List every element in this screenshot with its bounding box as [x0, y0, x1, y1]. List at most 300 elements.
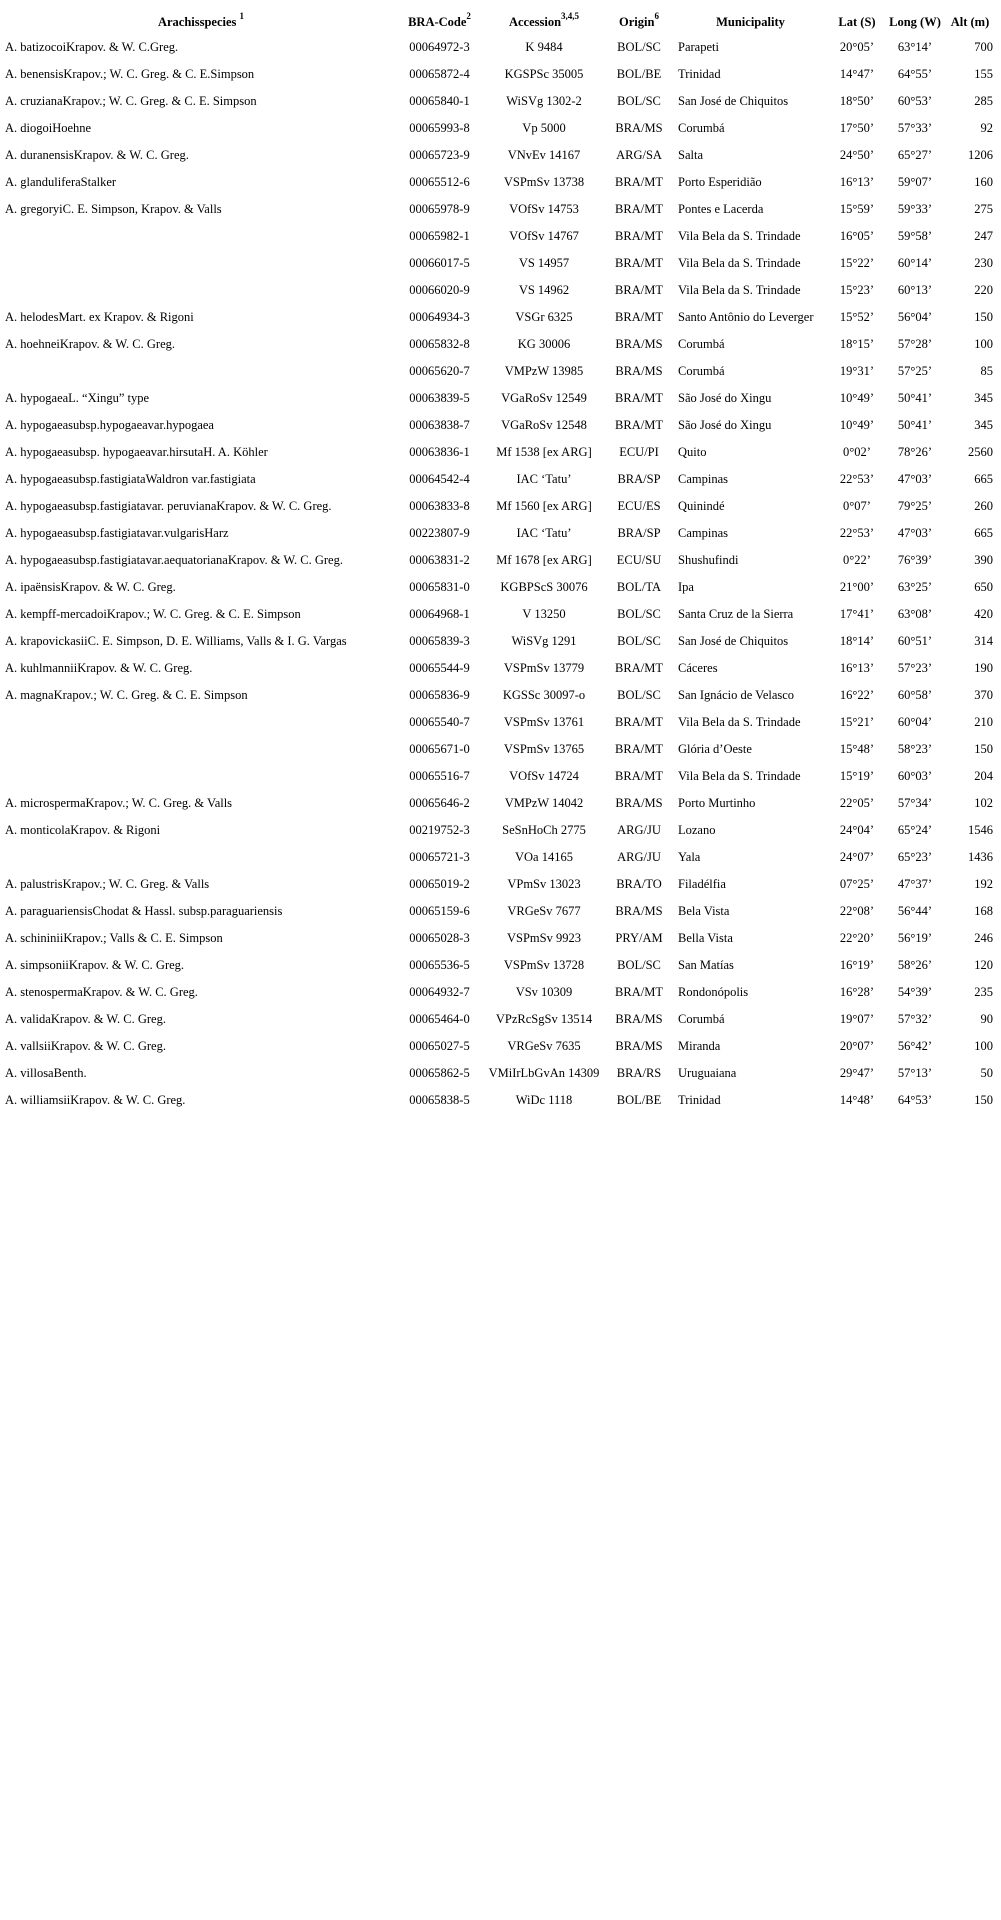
- table-row: [5, 88, 995, 115]
- species-cell: A. simpsoniiKrapov. & W. C. Greg.: [5, 958, 185, 972]
- altitude-cell: 665: [974, 472, 993, 486]
- species-cell: A. hypogaeasubsp. hypogaeavar.hirsutaH. A. Köhler: [5, 445, 268, 459]
- latitude-cell: 15°22’: [839, 256, 875, 270]
- species-cell: [5, 223, 397, 250]
- species-cell: A. cruzianaKrapov.; W. C. Greg. & C. E. Simpson: [5, 94, 257, 108]
- table-body: [5, 34, 995, 1114]
- altitude-cell: 210: [974, 715, 993, 729]
- germplasm-table-container: [5, 10, 995, 1114]
- origin-cell: BRA/MS: [615, 1039, 663, 1053]
- municipality-cell: Cáceres: [678, 661, 718, 675]
- origin-cell: BOL/SC: [617, 634, 661, 648]
- table-row: [5, 655, 995, 682]
- origin-cell: BRA/MS: [615, 904, 663, 918]
- table-row: [5, 61, 995, 88]
- longitude-cell: 76°39’: [897, 553, 933, 567]
- municipality-cell: Vila Bela da S. Trindade: [678, 256, 801, 270]
- municipality-cell: Uruguaiana: [678, 1066, 737, 1080]
- table-row: [5, 871, 995, 898]
- altitude-cell: 100: [974, 1039, 993, 1053]
- accession-cell: VGaRoSv 12548: [501, 418, 587, 432]
- latitude-cell: 10°49’: [839, 391, 875, 405]
- species-cell: A. magnaKrapov.; W. C. Greg. & C. E. Simpson: [5, 688, 248, 702]
- altitude-cell: 120: [974, 958, 993, 972]
- bra-code-cell: 00063836-1: [409, 445, 470, 459]
- longitude-cell: 60°51’: [897, 634, 933, 648]
- longitude-cell: 50°41’: [897, 391, 933, 405]
- table-row: [5, 223, 995, 250]
- accession-cell: WiSVg 1291: [511, 634, 577, 648]
- bra-code-cell: 00065512-6: [409, 175, 470, 189]
- species-cell: A. duranensisKrapov. & W. C. Greg.: [5, 148, 189, 162]
- municipality-cell: Yala: [678, 850, 701, 864]
- bra-code-cell: 00065536-5: [409, 958, 470, 972]
- altitude-cell: 390: [974, 553, 993, 567]
- origin-cell: BRA/MT: [615, 202, 663, 216]
- bra-code-cell: 00065982-1: [409, 229, 470, 243]
- accession-cell: V 13250: [522, 607, 566, 621]
- table-row: [5, 385, 995, 412]
- table-row: [5, 574, 995, 601]
- bra-code-cell: 00065836-9: [409, 688, 470, 702]
- accession-cell: VOfSv 14753: [509, 202, 579, 216]
- table-row: [5, 952, 995, 979]
- latitude-cell: 19°07’: [839, 1012, 875, 1026]
- bra-code-cell: 00063838-7: [409, 418, 470, 432]
- longitude-cell: 60°58’: [897, 688, 933, 702]
- longitude-cell: 63°08’: [897, 607, 933, 621]
- bra-code-cell: 00065028-3: [409, 931, 470, 945]
- species-cell: [5, 250, 397, 277]
- header-alt: Alt (m): [950, 15, 990, 29]
- origin-cell: BRA/RS: [616, 1066, 662, 1080]
- municipality-cell: Santo Antônio do Leverger: [678, 310, 814, 324]
- table-row: [5, 520, 995, 547]
- species-cell: A. hypogaeasubsp.fastigiataWaldron var.fastigiata: [5, 472, 256, 486]
- header-municipality: Municipality: [716, 15, 785, 29]
- accession-cell: Mf 1538 [ex ARG]: [496, 445, 592, 459]
- origin-cell: BOL/BE: [616, 1093, 662, 1107]
- bra-code-cell: 00065646-2: [409, 796, 470, 810]
- table-row: [5, 358, 995, 385]
- municipality-cell: San Matías: [678, 958, 734, 972]
- table-row: [5, 709, 995, 736]
- altitude-cell: 192: [974, 877, 993, 891]
- species-cell: [5, 709, 397, 736]
- bra-code-cell: 00064932-7: [409, 985, 470, 999]
- accession-cell: VSGr 6325: [515, 310, 573, 324]
- altitude-cell: 100: [974, 337, 993, 351]
- latitude-cell: 24°07’: [839, 850, 875, 864]
- table-row: [5, 763, 995, 790]
- longitude-cell: 47°37’: [897, 877, 933, 891]
- longitude-cell: 57°25’: [897, 364, 933, 378]
- altitude-cell: 700: [974, 40, 993, 54]
- species-cell: [5, 277, 397, 304]
- bra-code-cell: 00065832-8: [409, 337, 470, 351]
- table-row: [5, 493, 995, 520]
- latitude-cell: 15°52’: [839, 310, 875, 324]
- latitude-cell: 22°53’: [839, 526, 875, 540]
- latitude-cell: 18°15’: [839, 337, 875, 351]
- altitude-cell: 150: [974, 1093, 993, 1107]
- species-cell: A. vallsiiKrapov. & W. C. Greg.: [5, 1039, 166, 1053]
- longitude-cell: 58°23’: [897, 742, 933, 756]
- municipality-cell: Porto Esperidião: [678, 175, 762, 189]
- accession-cell: VPmSv 13023: [507, 877, 581, 891]
- longitude-cell: 56°42’: [897, 1039, 933, 1053]
- species-cell: A. helodesMart. ex Krapov. & Rigoni: [5, 310, 194, 324]
- municipality-cell: São José do Xingu: [678, 418, 772, 432]
- bra-code-cell: 00219752-3: [409, 823, 470, 837]
- header-bra-code: [397, 10, 482, 34]
- municipality-cell: Corumbá: [678, 364, 725, 378]
- table-row: [5, 601, 995, 628]
- bra-code-cell: 00066020-9: [409, 283, 470, 297]
- altitude-cell: 314: [974, 634, 993, 648]
- altitude-cell: 150: [974, 310, 993, 324]
- longitude-cell: 57°23’: [897, 661, 933, 675]
- species-cell: A. williamsiiKrapov. & W. C. Greg.: [5, 1093, 186, 1107]
- accession-cell: Mf 1678 [ex ARG]: [496, 553, 592, 567]
- altitude-cell: 235: [974, 985, 993, 999]
- bra-code-cell: 00065838-5: [409, 1093, 470, 1107]
- table-row: [5, 439, 995, 466]
- accession-cell: VSPmSv 13738: [503, 175, 585, 189]
- municipality-cell: Bella Vista: [678, 931, 733, 945]
- bra-code-cell: 00065721-3: [409, 850, 470, 864]
- municipality-cell: Pontes e Lacerda: [678, 202, 764, 216]
- accession-cell: VSPmSv 13728: [503, 958, 585, 972]
- species-cell: A. batizocoiKrapov. & W. C.Greg.: [5, 40, 179, 54]
- origin-cell: PRY/AM: [615, 931, 663, 945]
- origin-cell: BRA/MS: [615, 364, 663, 378]
- bra-code-cell: 00065862-5: [409, 1066, 470, 1080]
- altitude-cell: 370: [974, 688, 993, 702]
- bra-code-cell: 00065027-5: [409, 1039, 470, 1053]
- table-row: [5, 682, 995, 709]
- latitude-cell: 18°50’: [839, 94, 875, 108]
- bra-code-cell: 00065840-1: [409, 94, 470, 108]
- origin-cell: BRA/MT: [615, 229, 663, 243]
- altitude-cell: 150: [974, 742, 993, 756]
- accession-cell: VRGeSv 7677: [507, 904, 581, 918]
- altitude-cell: 1546: [968, 823, 993, 837]
- table-row: [5, 844, 995, 871]
- municipality-cell: Corumbá: [678, 1012, 725, 1026]
- bra-code-cell: 00065978-9: [409, 202, 470, 216]
- table-header: [5, 10, 995, 34]
- accession-cell: IAC ‘Tatu’: [516, 472, 572, 486]
- altitude-cell: 155: [974, 67, 993, 81]
- bra-code-cell: 00063839-5: [409, 391, 470, 405]
- municipality-cell: San José de Chiquitos: [678, 634, 789, 648]
- altitude-cell: 260: [974, 499, 993, 513]
- origin-cell: BRA/MT: [615, 175, 663, 189]
- municipality-cell: Filadélfia: [678, 877, 726, 891]
- table-row: [5, 1087, 995, 1114]
- origin-cell: BRA/MT: [615, 985, 663, 999]
- header-species-footnote: 1: [239, 10, 245, 21]
- header-origin-label: Origin: [619, 15, 655, 29]
- species-cell: A. diogoiHoehne: [5, 121, 92, 135]
- latitude-cell: 16°19’: [839, 958, 875, 972]
- origin-cell: BOL/BE: [616, 67, 662, 81]
- header-accession: [482, 10, 606, 34]
- municipality-cell: Parapeti: [678, 40, 719, 54]
- origin-cell: BOL/SC: [617, 958, 661, 972]
- accession-cell: VGaRoSv 12549: [501, 391, 587, 405]
- longitude-cell: 59°07’: [897, 175, 933, 189]
- origin-cell: BRA/MT: [615, 256, 663, 270]
- latitude-cell: 07°25’: [839, 877, 875, 891]
- municipality-cell: Corumbá: [678, 121, 725, 135]
- municipality-cell: Vila Bela da S. Trindade: [678, 769, 801, 783]
- arachis-accessions-table: [5, 10, 995, 1114]
- longitude-cell: 47°03’: [897, 526, 933, 540]
- bra-code-cell: 00065544-9: [409, 661, 470, 675]
- origin-cell: BRA/TO: [616, 877, 662, 891]
- latitude-cell: 0°22’: [843, 553, 871, 567]
- species-cell: A. hoehneiKrapov. & W. C. Greg.: [5, 337, 175, 351]
- municipality-cell: Quinindé: [678, 499, 725, 513]
- origin-cell: BRA/MT: [615, 310, 663, 324]
- latitude-cell: 14°47’: [839, 67, 875, 81]
- accession-cell: VOfSv 14767: [509, 229, 579, 243]
- bra-code-cell: 00065993-8: [409, 121, 470, 135]
- accession-cell: VPzRcSgSv 13514: [495, 1012, 593, 1026]
- table-row: [5, 1060, 995, 1087]
- altitude-cell: 285: [974, 94, 993, 108]
- accession-cell: VSPmSv 13761: [503, 715, 585, 729]
- accession-cell: VS 14962: [518, 283, 570, 297]
- bra-code-cell: 00065671-0: [409, 742, 470, 756]
- longitude-cell: 64°55’: [897, 67, 933, 81]
- latitude-cell: 16°13’: [839, 175, 875, 189]
- longitude-cell: 57°13’: [897, 1066, 933, 1080]
- species-cell: A. benensisKrapov.; W. C. Greg. & C. E.Simpson: [5, 67, 255, 81]
- municipality-cell: Bela Vista: [678, 904, 730, 918]
- longitude-cell: 57°28’: [897, 337, 933, 351]
- altitude-cell: 420: [974, 607, 993, 621]
- altitude-cell: 220: [974, 283, 993, 297]
- bra-code-cell: 00063833-8: [409, 499, 470, 513]
- species-cell: A. hypogaeasubsp.fastigiatavar.aequatorianaKrapov. & W. C. Greg.: [5, 553, 343, 567]
- species-cell: A. gregoryiC. E. Simpson, Krapov. & Valls: [5, 202, 222, 216]
- header-species-label: Arachisspecies: [157, 15, 237, 29]
- origin-cell: BRA/MT: [615, 769, 663, 783]
- latitude-cell: 15°21’: [839, 715, 875, 729]
- longitude-cell: 59°58’: [897, 229, 933, 243]
- longitude-cell: 59°33’: [897, 202, 933, 216]
- latitude-cell: 20°05’: [839, 40, 875, 54]
- latitude-cell: 22°05’: [839, 796, 875, 810]
- accession-cell: K 9484: [525, 40, 563, 54]
- accession-cell: KG 30006: [517, 337, 571, 351]
- table-row: [5, 979, 995, 1006]
- municipality-cell: São José do Xingu: [678, 391, 772, 405]
- municipality-cell: Santa Cruz de la Sierra: [678, 607, 794, 621]
- table-row: [5, 1006, 995, 1033]
- altitude-cell: 345: [974, 418, 993, 432]
- latitude-cell: 19°31’: [839, 364, 875, 378]
- municipality-cell: Quito: [678, 445, 707, 459]
- accession-cell: VS 14957: [518, 256, 570, 270]
- accession-cell: KGSPSc 35005: [504, 67, 584, 81]
- latitude-cell: 21°00’: [839, 580, 875, 594]
- accession-cell: VOfSv 14724: [509, 769, 579, 783]
- altitude-cell: 665: [974, 526, 993, 540]
- latitude-cell: 15°59’: [839, 202, 875, 216]
- accession-cell: Mf 1560 [ex ARG]: [496, 499, 592, 513]
- bra-code-cell: 00065516-7: [409, 769, 470, 783]
- header-origin: [606, 10, 672, 34]
- species-cell: [5, 358, 397, 385]
- longitude-cell: 54°39’: [897, 985, 933, 999]
- altitude-cell: 102: [974, 796, 993, 810]
- origin-cell: BOL/SC: [617, 94, 661, 108]
- header-long: Long (W): [889, 15, 941, 29]
- species-cell: A. kempff-mercadoiKrapov.; W. C. Greg. & C. E. Simpson: [5, 607, 301, 621]
- origin-cell: BRA/MT: [615, 283, 663, 297]
- species-cell: A. hypogaeaL. “Xingu” type: [5, 391, 150, 405]
- table-row: [5, 34, 995, 61]
- origin-cell: BOL/SC: [617, 607, 661, 621]
- altitude-cell: 230: [974, 256, 993, 270]
- origin-cell: ECU/PI: [619, 445, 659, 459]
- altitude-cell: 85: [980, 364, 993, 378]
- bra-code-cell: 00063831-2: [409, 553, 470, 567]
- latitude-cell: 0°02’: [843, 445, 871, 459]
- table-row: [5, 736, 995, 763]
- origin-cell: BRA/MS: [615, 337, 663, 351]
- bra-code-cell: 00065831-0: [409, 580, 470, 594]
- species-cell: A. stenospermaKrapov. & W. C. Greg.: [5, 985, 198, 999]
- latitude-cell: 29°47’: [839, 1066, 875, 1080]
- longitude-cell: 79°25’: [897, 499, 933, 513]
- municipality-cell: Vila Bela da S. Trindade: [678, 715, 801, 729]
- longitude-cell: 60°03’: [897, 769, 933, 783]
- altitude-cell: 1436: [968, 850, 993, 864]
- table-row: [5, 790, 995, 817]
- table-row: [5, 196, 995, 223]
- longitude-cell: 78°26’: [897, 445, 933, 459]
- table-row: [5, 817, 995, 844]
- latitude-cell: 16°13’: [839, 661, 875, 675]
- table-row: [5, 169, 995, 196]
- accession-cell: VRGeSv 7635: [507, 1039, 581, 1053]
- altitude-cell: 160: [974, 175, 993, 189]
- municipality-cell: Glória d’Oeste: [678, 742, 752, 756]
- header-lat: Lat (S): [838, 15, 876, 29]
- municipality-cell: Campinas: [678, 526, 728, 540]
- origin-cell: ARG/JU: [617, 823, 661, 837]
- longitude-cell: 60°14’: [897, 256, 933, 270]
- table-row: [5, 277, 995, 304]
- origin-cell: BRA/MT: [615, 391, 663, 405]
- bra-code-cell: 00065019-2: [409, 877, 470, 891]
- species-cell: A. krapovickasiiC. E. Simpson, D. E. Williams, Valls & I. G. Vargas: [5, 634, 347, 648]
- longitude-cell: 57°33’: [897, 121, 933, 135]
- bra-code-cell: 00065464-0: [409, 1012, 470, 1026]
- origin-cell: BRA/MS: [615, 1012, 663, 1026]
- municipality-cell: Corumbá: [678, 337, 725, 351]
- origin-cell: BOL/SC: [617, 688, 661, 702]
- bra-code-cell: 00064968-1: [409, 607, 470, 621]
- altitude-cell: 246: [974, 931, 993, 945]
- latitude-cell: 24°50’: [839, 148, 875, 162]
- altitude-cell: 1206: [968, 148, 993, 162]
- table-row: [5, 925, 995, 952]
- species-cell: A. hypogaeasubsp.hypogaeavar.hypogaea: [5, 418, 214, 432]
- header-bra-code-footnote: 2: [466, 10, 471, 21]
- bra-code-cell: 00065839-3: [409, 634, 470, 648]
- bra-code-cell: 00065620-7: [409, 364, 470, 378]
- altitude-cell: 168: [974, 904, 993, 918]
- origin-cell: ARG/SA: [616, 148, 662, 162]
- table-row: [5, 628, 995, 655]
- species-cell: A. palustrisKrapov.; W. C. Greg. & Valls: [5, 877, 210, 891]
- latitude-cell: 0°07’: [843, 499, 871, 513]
- accession-cell: VMPzW 14042: [504, 796, 584, 810]
- altitude-cell: 204: [974, 769, 993, 783]
- origin-cell: BRA/SP: [617, 472, 661, 486]
- origin-cell: BRA/SP: [617, 526, 661, 540]
- longitude-cell: 56°19’: [897, 931, 933, 945]
- accession-cell: IAC ‘Tatu’: [516, 526, 572, 540]
- header-accession-footnote: 3,4,5: [561, 10, 580, 21]
- municipality-cell: Vila Bela da S. Trindade: [678, 229, 801, 243]
- species-cell: A. villosaBenth.: [5, 1066, 87, 1080]
- accession-cell: WiSVg 1302-2: [506, 94, 582, 108]
- accession-cell: SeSnHoCh 2775: [502, 823, 586, 837]
- bra-code-cell: 00065159-6: [409, 904, 470, 918]
- table-row: [5, 142, 995, 169]
- altitude-cell: 650: [974, 580, 993, 594]
- longitude-cell: 50°41’: [897, 418, 933, 432]
- bra-code-cell: 00223807-9: [409, 526, 470, 540]
- origin-cell: ECU/SU: [616, 553, 662, 567]
- species-cell: A. kuhlmanniiKrapov. & W. C. Greg.: [5, 661, 193, 675]
- table-row: [5, 466, 995, 493]
- species-cell: A. hypogaeasubsp.fastigiatavar.vulgarisHarz: [5, 526, 229, 540]
- longitude-cell: 60°04’: [897, 715, 933, 729]
- table-row: [5, 304, 995, 331]
- species-cell: [5, 844, 397, 871]
- municipality-cell: Rondonópolis: [678, 985, 749, 999]
- altitude-cell: 90: [980, 1012, 993, 1026]
- latitude-cell: 24°04’: [839, 823, 875, 837]
- latitude-cell: 15°23’: [839, 283, 875, 297]
- longitude-cell: 56°04’: [897, 310, 933, 324]
- origin-cell: BOL/TA: [616, 580, 662, 594]
- longitude-cell: 58°26’: [897, 958, 933, 972]
- latitude-cell: 22°08’: [839, 904, 875, 918]
- origin-cell: BRA/MS: [615, 121, 663, 135]
- header-accession-label: Accession: [508, 15, 562, 29]
- municipality-cell: Campinas: [678, 472, 728, 486]
- species-cell: A. microspermaKrapov.; W. C. Greg. & Valls: [5, 796, 233, 810]
- origin-cell: BRA/MT: [615, 661, 663, 675]
- longitude-cell: 60°13’: [897, 283, 933, 297]
- origin-cell: ECU/ES: [617, 499, 661, 513]
- longitude-cell: 64°53’: [897, 1093, 933, 1107]
- municipality-cell: Shushufindi: [678, 553, 739, 567]
- table-row: [5, 1033, 995, 1060]
- latitude-cell: 15°19’: [839, 769, 875, 783]
- origin-cell: BRA/MT: [615, 715, 663, 729]
- latitude-cell: 16°05’: [839, 229, 875, 243]
